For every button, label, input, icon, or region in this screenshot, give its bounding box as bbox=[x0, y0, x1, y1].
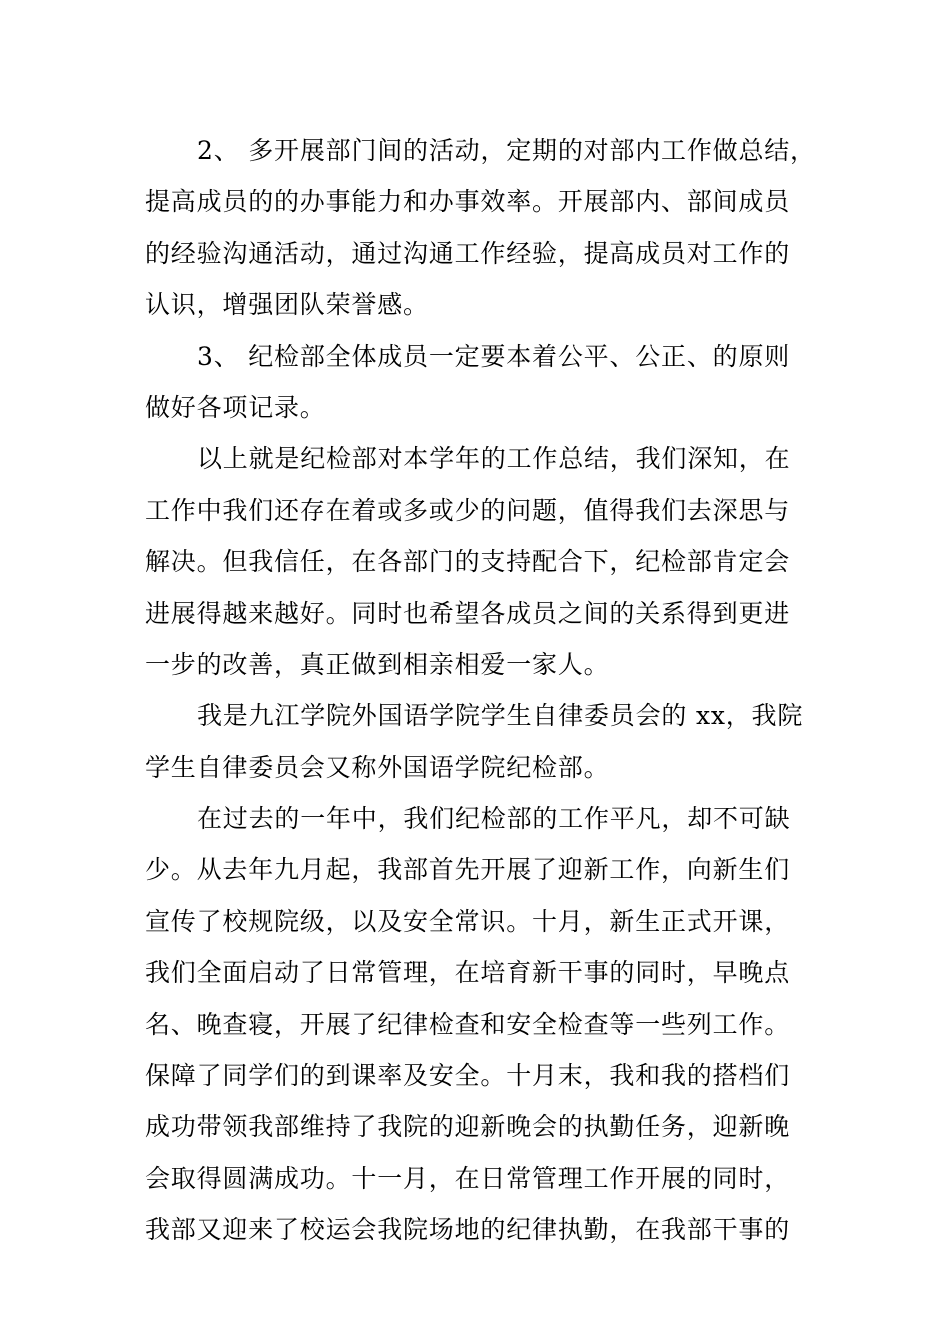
text-line: 一步的改善，真正做到相亲相爱一家人。 bbox=[145, 649, 610, 679]
text-line: 名、晚查寝，开展了纪律检查和安全检查等一些列工作。 bbox=[145, 1009, 791, 1039]
paragraph-past-year bbox=[145, 793, 810, 1256]
paragraph-summary bbox=[145, 433, 810, 690]
text-line: 我们全面启动了日常管理，在培育新干事的同时，早晚点 bbox=[145, 958, 791, 988]
text-line: 保障了同学们的到课率及安全。十月末，我和我的搭档们 bbox=[145, 1061, 791, 1091]
text-line: 以上就是纪检部对本学年的工作总结，我们深知，在 bbox=[197, 444, 791, 474]
text-line: 会取得圆满成功。十一月，在日常管理工作开展的同时， bbox=[145, 1163, 791, 1193]
paragraph-point-3 bbox=[145, 331, 810, 434]
paragraph-introduction bbox=[145, 690, 810, 793]
text-line: 我是九江学院外国语学院学生自律委员会的 xx，我院 bbox=[197, 701, 804, 731]
text-line: 2、 多开展部门间的活动，定期的对部内工作做总结， bbox=[197, 136, 816, 165]
text-line: 宣传了校规院级，以及安全常识。十月，新生正式开课， bbox=[145, 906, 791, 936]
paragraph-point-2 bbox=[145, 125, 816, 331]
text-line: 3、 纪检部全体成员一定要本着公平、公正、的原则 bbox=[197, 341, 791, 371]
text-line: 提高成员的的办事能力和办事效率。开展部内、部间成员 bbox=[145, 187, 791, 217]
text-line: 我部又迎来了校运会我院场地的纪律执勤，在我部干事的 bbox=[145, 1215, 791, 1245]
text-line: 做好各项记录。 bbox=[145, 392, 326, 422]
text-line: 成功带领我部维持了我院的迎新晚会的执勤任务，迎新晚 bbox=[145, 1112, 791, 1142]
text-line: 少。从去年九月起，我部首先开展了迎新工作，向新生们 bbox=[145, 855, 791, 885]
text-line: 进展得越来越好。同时也希望各成员之间的关系得到更进 bbox=[145, 598, 791, 628]
text-line: 解决。但我信任，在各部门的支持配合下，纪检部肯定会 bbox=[145, 547, 791, 577]
text-line: 在过去的一年中，我们纪检部的工作平凡，却不可缺 bbox=[197, 804, 791, 834]
text-line: 学生自律委员会又称外国语学院纪检部。 bbox=[145, 752, 610, 782]
document-body bbox=[145, 125, 816, 1256]
text-line: 认识，增强团队荣誉感。 bbox=[145, 290, 429, 320]
text-line: 工作中我们还存在着或多或少的问题，值得我们去深思与 bbox=[145, 495, 791, 525]
text-line: 的经验沟通活动，通过沟通工作经验，提高成员对工作的 bbox=[145, 238, 791, 268]
